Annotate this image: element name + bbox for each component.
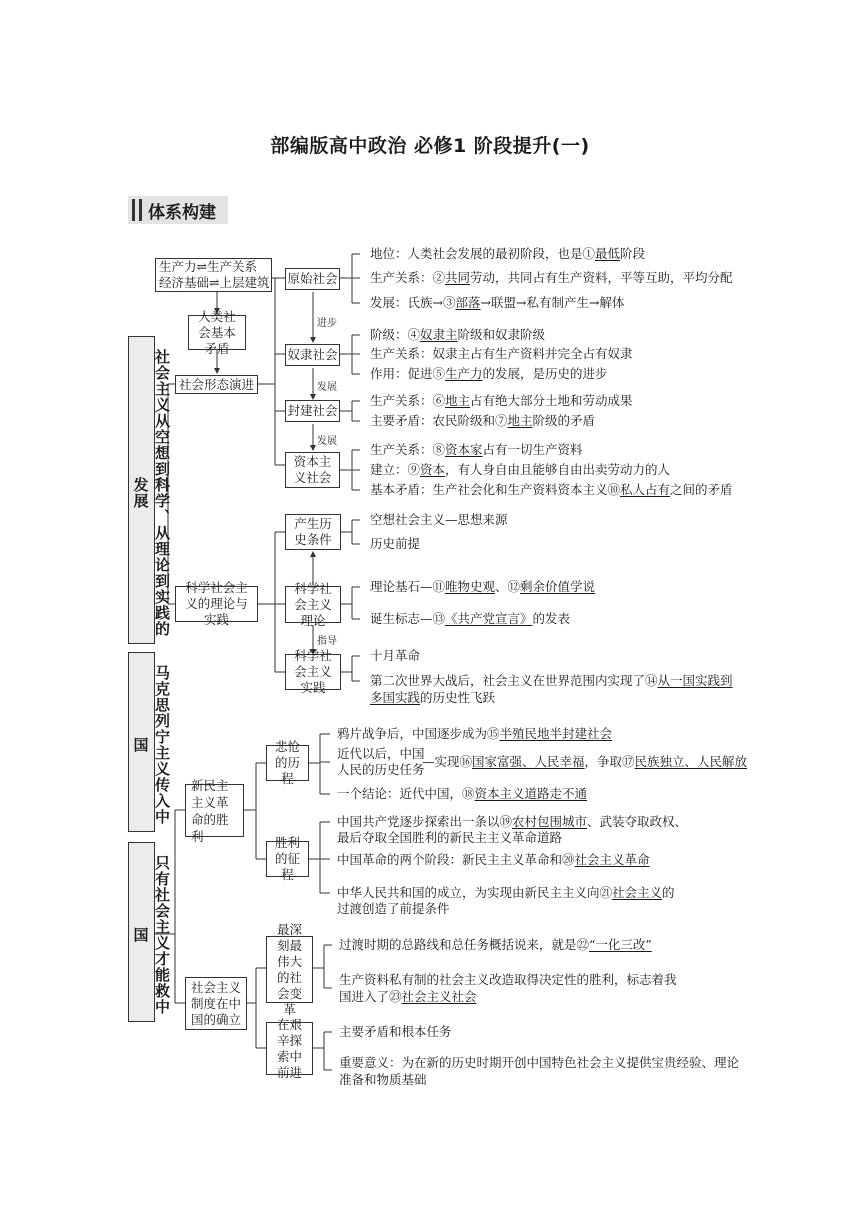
feudal-line-1: 生产关系：⑥地主占有绝大部分土地和劳动成果 xyxy=(370,393,633,408)
explore-line-2: 重要意义：为在新的历史时期开创中国特色社会主义提供宝贵经验、理论 xyxy=(339,1055,740,1070)
theory-line-2: 诞生标志—⑬《共产党宣言》的发表 xyxy=(370,611,571,626)
hard-exploration-box: 在艰辛探索中前进 xyxy=(266,1022,313,1075)
socialist-theory-box: 科学社会主义理论 xyxy=(285,586,341,623)
unit-label: 马克思列宁主义传入中国 xyxy=(131,665,171,825)
unit-label: 只有社会主义才能救中国 xyxy=(131,855,171,1015)
primitive-line-1: 地位：人类社会发展的最初阶段，也是①最低阶段 xyxy=(370,246,646,261)
primitive-society-box: 原始社会 xyxy=(285,268,340,290)
social-change-box: 最深刻最伟大的社会变革 xyxy=(266,936,313,1003)
practice-line-2: 第二次世界大战后，社会主义在世界范围内实现了⑭从一国实践到 xyxy=(370,673,733,688)
slave-line-3: 作用：促进⑤生产力的发展，是历史的进步 xyxy=(370,366,608,381)
capitalist-line-1: 生产关系：⑧资本家占有一切生产资料 xyxy=(370,442,583,457)
slave-society-box: 奴隶社会 xyxy=(285,344,340,366)
explore-line-1: 主要矛盾和根本任务 xyxy=(339,1024,452,1039)
formula-box xyxy=(155,258,272,292)
victory-line-1: 中国共产党逐步探索出一条以⑲农村包围城市、武装夺取政权、 xyxy=(337,814,688,829)
unit-box xyxy=(128,336,171,644)
practice-line-3: 多国实践的历史性飞跃 xyxy=(370,690,496,705)
guide-note: 指导 xyxy=(317,636,337,647)
social-evolution-box: 社会形态演进 xyxy=(175,375,258,394)
change-line-3: 国进入了㉓社会主义社会 xyxy=(339,989,477,1004)
tragic-course-box: 悲怆的历程 xyxy=(266,745,309,781)
explore-line-3: 准备和物质基础 xyxy=(339,1072,427,1087)
victory-line-3c: 过渡创造了前提条件 xyxy=(337,901,450,916)
tragic-line-2b: 人民的历史任务 xyxy=(337,762,425,777)
formula-base: 经济基础⇌上层建筑 xyxy=(159,275,270,290)
tragic-line-3: 一个结论：近代中国，⑱资本主义道路走不通 xyxy=(337,786,588,801)
basic-contradiction-box: 人类社会基本矛盾 xyxy=(188,315,246,350)
origin-line-1: 空想社会主义—思想来源 xyxy=(370,512,508,527)
formula-productivity: 生产力⇌生产关系 xyxy=(159,259,257,274)
unit-box xyxy=(128,842,171,1022)
feudal-line-2: 主要矛盾：农民阶级和⑦地主阶级的矛盾 xyxy=(370,413,596,428)
slave-line-2: 生产关系：奴隶主占有生产资料并完全占有奴隶 xyxy=(370,346,633,361)
unit-box xyxy=(128,652,171,832)
historical-conditions-box: 产生历史条件 xyxy=(285,514,341,550)
theory-line-1: 理论基石—⑪唯物史观、⑫剩余价值学说 xyxy=(370,579,596,594)
primitive-line-2: 生产关系：②共同劳动，共同占有生产资料，平等互助，平均分配 xyxy=(370,270,733,285)
origin-line-2: 历史前提 xyxy=(370,536,421,551)
feudal-society-box: 封建社会 xyxy=(285,400,340,422)
practice-line-1: 十月革命 xyxy=(370,648,421,663)
slave-line-1: 阶级：④奴隶主阶级和奴隶阶级 xyxy=(370,327,546,342)
socialist-practice-box: 科学社会主义实践 xyxy=(285,654,341,690)
scientific-socialism-box: 科学社会主义的理论与实践 xyxy=(175,586,258,622)
socialist-system-box: 社会主义制度在中国的确立 xyxy=(185,977,247,1030)
primitive-line-3: 发展：氏族→③部落→联盟→私有制产生→解体 xyxy=(370,295,625,310)
unit-label: 社会主义从空想到科学、从理论到实践的发展 xyxy=(131,349,171,637)
capitalist-society-box: 资本主义社会 xyxy=(285,452,340,488)
victory-line-2: 中国革命的两个阶段：新民主主义革命和⑳社会主义革命 xyxy=(337,852,650,867)
develop-note: 发展 xyxy=(317,382,337,393)
page-title: 部编版高中政治 必修1 阶段提升(一) xyxy=(270,135,590,157)
change-line-1: 过渡时期的总路线和总任务概括说来，就是㉒“一化三改” xyxy=(339,937,652,952)
tragic-line-2a: 近代以后，中国 xyxy=(337,746,425,761)
develop-note: 发展 xyxy=(317,436,337,447)
victory-course-box: 胜利的征程 xyxy=(266,841,309,877)
tragic-line-1: 鸦片战争后，中国逐步成为⑮半殖民地半封建社会 xyxy=(337,726,613,741)
new-democracy-box: 新民主主义革命的胜利 xyxy=(185,784,244,837)
capitalist-line-2: 建立：⑨资本，有人身自由且能够自由出卖劳动力的人 xyxy=(370,462,671,477)
victory-line-3: 中华人民共和国的成立，为实现由新民主主义向㉑社会主义的 xyxy=(337,885,675,900)
tragic-line-2c: —实现⑯国家富强、人民幸福，争取⑰民族独立、人民解放 xyxy=(422,754,748,769)
victory-line-1c: 最后夺取全国胜利的新民主主义革命道路 xyxy=(337,830,563,845)
capitalist-line-3: 基本矛盾：生产社会化和生产资料资本主义⑩私人占有之间的矛盾 xyxy=(370,482,733,497)
section-label: 体系构建 xyxy=(148,202,216,223)
progress-note: 进步 xyxy=(317,318,337,329)
change-line-2: 生产资料私有制的社会主义改造取得决定性的胜利，标志着我 xyxy=(339,972,677,987)
